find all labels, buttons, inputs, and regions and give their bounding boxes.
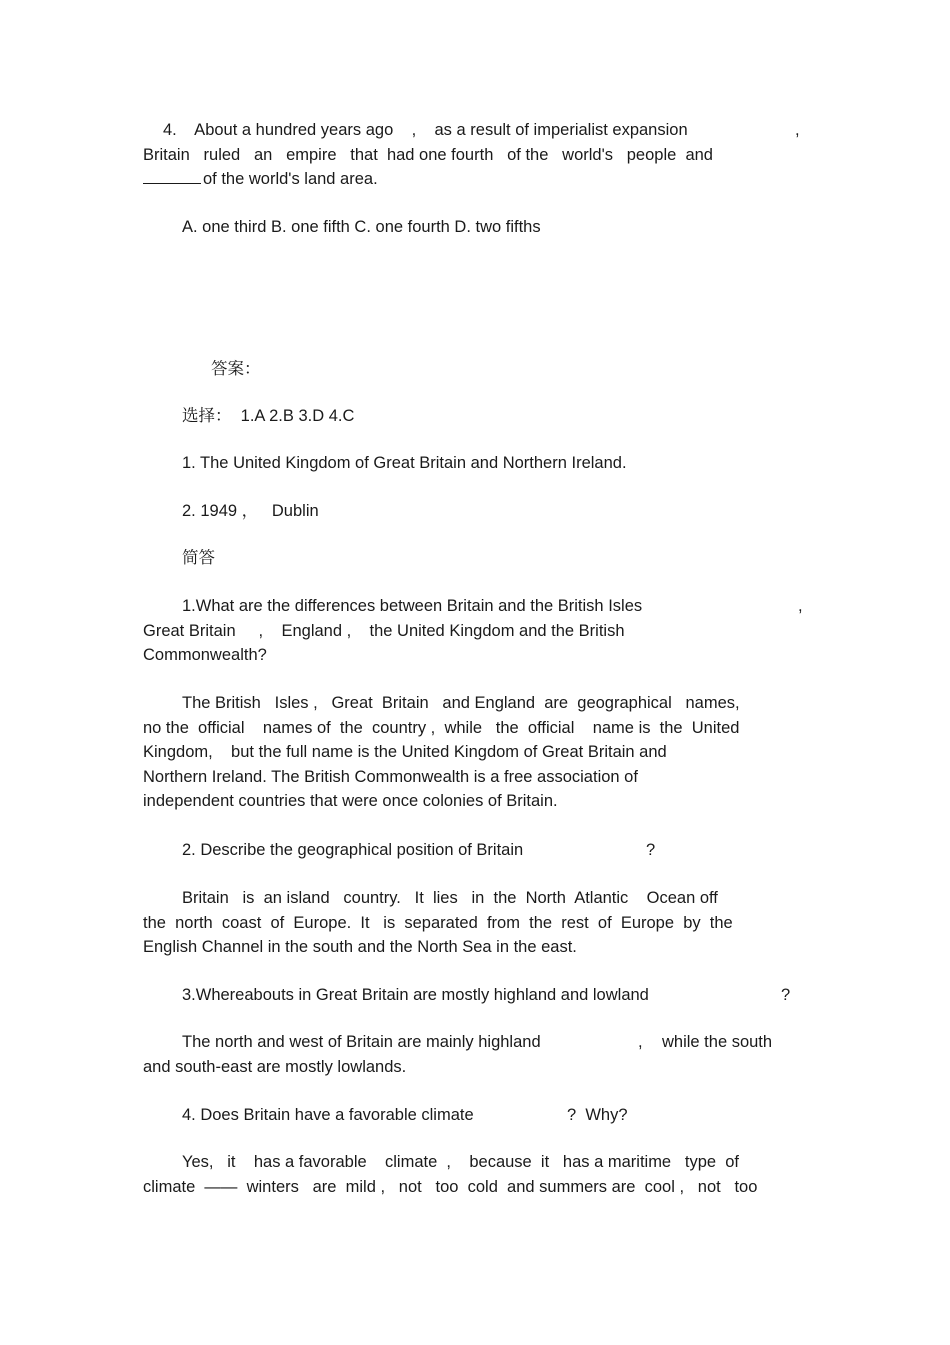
q4-line-1 [143,118,803,143]
short-answer-4 [143,1150,803,1199]
answers-choice: 选择： 1.A 2.B 3.D 4.C [182,407,355,425]
sq3-question: 3.Whereabouts in Great Britain are mostly highland and lowland [182,986,649,1004]
answers-fill-1: 1. The United Kingdom of Great Britain and Northern Ireland. [182,454,627,472]
sq3-question-mark: ? [781,986,791,1004]
sq4-answer-line-1: Yes, it has a favorable climate , because it has a maritime type of [182,1153,739,1171]
sq4-question: 4. Does Britain have a favorable climate [182,1106,474,1124]
q4-options: A. one third B. one fifth C. one fourth D. two fifths [182,218,541,236]
sq3-answer-comma: , [638,1033,643,1051]
sq1-question-line-1: 1.What are the differences between Britain and the British Isles [182,597,643,615]
sq4-answer-line-2: climate —— winters are mild , not too cold and summers are cool , not too [143,1177,758,1196]
sq2-question: 2. Describe the geographical position of Britain [182,841,524,859]
answers-fill-2: 2. 1949 ， Dublin [182,502,319,520]
short-answer-1 [143,691,803,814]
q4-line-3-text: of the world's land area. [203,170,378,188]
short-answer-2 [143,886,803,960]
sq4-question-mark: ? Why? [567,1106,628,1124]
sq1-question-line-2: Great Britain , England , the United Kingdom and the British [143,621,625,640]
q4-line-2: Britain ruled an empire that had one fourth of the world's people and [143,145,713,164]
sq1-answer-line-3: Kingdom, but the full name is the United Kingdom of Great Britain and [143,743,667,761]
sq3-answer-line-1-text: The north and west of Britain are mainly highland [182,1033,541,1051]
answer-blank [143,169,201,184]
sq1-question-line-3: Commonwealth? [143,646,267,664]
short-answer-3 [143,1030,803,1079]
q4-line-1-comma: , [795,121,800,139]
sq1-answer-line-2: no the official names of the country , while the official name is the United [143,718,740,737]
sq1-answer-line-5: independent countries that were once colonies of Britain. [143,792,558,810]
short-answer-heading: 简答 [182,549,215,567]
short-question-1 [143,594,803,668]
sq2-answer-line-2: the north coast of Europe. It is separated from the rest of Europe by the [143,913,733,932]
sq2-answer-line-3: English Channel in the south and the North Sea in the east. [143,938,577,956]
q4-line-1-text: 4. About a hundred years ago , as a result of imperialist expansion [163,121,688,139]
sq1-question-comma: , [798,597,803,615]
sq2-question-mark: ? [646,841,656,859]
sq1-answer-line-1: The British Isles , Great Britain and England are geographical names, [182,694,740,712]
answers-heading: 答案： [211,360,261,378]
sq3-answer-line-2: and south-east are mostly lowlands. [143,1057,407,1076]
q4-line-3 [143,167,803,192]
sq1-answer-line-4: Northern Ireland. The British Commonwealth is a free association of [143,767,638,786]
sq3-answer-line-1-end: while the south [662,1033,773,1051]
question-4 [143,118,803,192]
sq2-answer-line-1: Britain is an island country. It lies in the North Atlantic Ocean off [182,889,718,907]
